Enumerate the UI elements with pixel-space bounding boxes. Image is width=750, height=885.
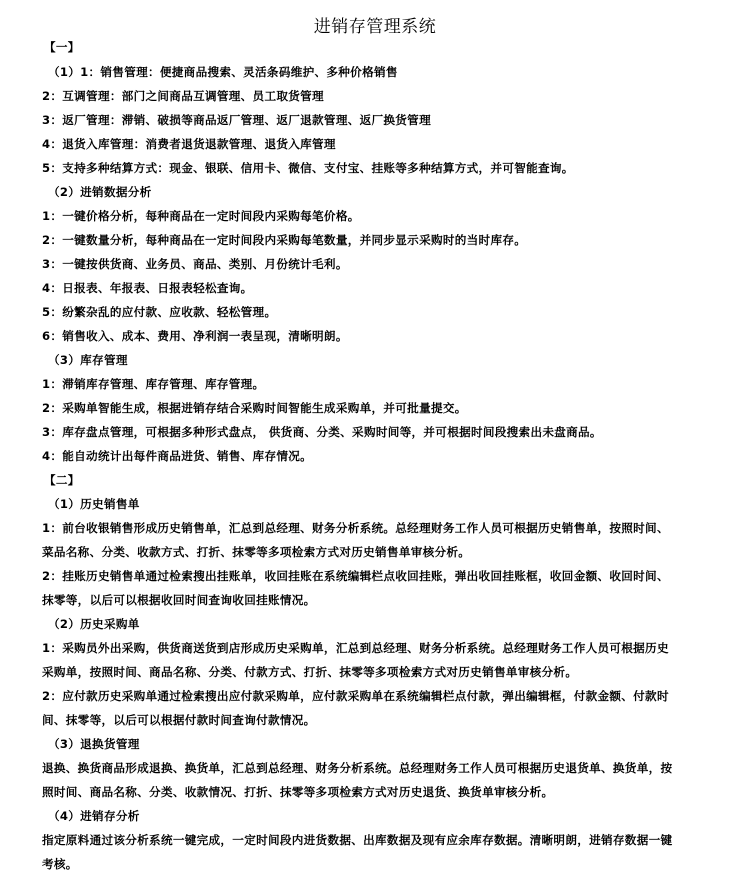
paragraph-line: 4：退货入库管理：消费者退货退款管理、退货入库管理 — [42, 137, 336, 151]
subsection-heading: （1）1：销售管理：便捷商品搜索、灵活条码维护、多种价格销售 — [48, 65, 398, 79]
paragraph-line: 2：挂账历史销售单通过检索搜出挂账单，收回挂账在系统编辑栏点收回挂账，弹出收回挂账框，收回金额、收回时间、 — [42, 569, 669, 583]
paragraph-line: 3：一键按供货商、业务员、商品、类别、月份统计毛利。 — [42, 257, 348, 271]
subsection-heading: （2）历史采购单 — [48, 617, 140, 631]
paragraph-line: 间、抹零等，以后可以根据付款时间查询付款情况。 — [42, 713, 316, 727]
paragraph-line: 1：采购员外出采购，供货商送货到店形成历史采购单，汇总到总经理、财务分析系统。总经理财务工作人员可根据历史 — [42, 641, 669, 655]
paragraph-line: 1：一键价格分析，每种商品在一定时间段内采购每笔价格。 — [42, 209, 360, 223]
subsection-heading: （3）库存管理 — [48, 353, 128, 367]
paragraph-line: 5：纷繁杂乱的应付款、应收款、轻松管理。 — [42, 305, 277, 319]
subsection-heading: （1）历史销售单 — [48, 497, 140, 511]
paragraph-line: 2：互调管理：部门之间商品互调管理、员工取货管理 — [42, 89, 324, 103]
subsection-heading: （2）进销数据分析 — [48, 185, 152, 199]
paragraph-line: 照时间、商品名称、分类、收款情况、打折、抹零等多项检索方式对历史退货、换货单审核分析。 — [42, 785, 554, 799]
paragraph-line: 1：滞销库存管理、库存管理、库存管理。 — [42, 377, 265, 391]
section-heading: 【一】 — [44, 40, 80, 54]
paragraph-line: 2：采购单智能生成，根据进销存结合采购时间智能生成采购单，并可批量提交。 — [42, 401, 467, 415]
section-heading: 【二】 — [44, 473, 80, 487]
paragraph-line: 抹零等，以后可以根据收回时间查询收回挂账情况。 — [42, 593, 316, 607]
paragraph-line: 4：日报表、年报表、日报表轻松查询。 — [42, 281, 253, 295]
paragraph-line: 3：返厂管理：滞销、破损等商品返厂管理、返厂退款管理、返厂换货管理 — [42, 113, 431, 127]
paragraph-line: 3：库存盘点管理，可根据多种形式盘点， 供货商、分类、采购时间等，并可根据时间段搜索出未盘商品。 — [42, 425, 602, 439]
subsection-heading: （3）退换货管理 — [48, 737, 140, 751]
paragraph-line: 5：支持多种结算方式：现金、银联、信用卡、微信、支付宝、挂账等多种结算方式，并可智能查询。 — [42, 161, 574, 175]
page-title: 进销存管理系统 — [313, 17, 437, 37]
paragraph-line: 6：销售收入、成本、费用、净利润一表呈现，清晰明朗。 — [42, 329, 348, 343]
subsection-heading: （4）进销存分析 — [48, 809, 140, 823]
paragraph-line: 考核。 — [42, 857, 78, 871]
paragraph-line: 采购单，按照时间、商品名称、分类、付款方式、打折、抹零等多项检索方式对历史销售单审核分析。 — [42, 665, 578, 679]
paragraph-line: 1：前台收银销售形成历史销售单，汇总到总经理、财务分析系统。总经理财务工作人员可根据历史销售单，按照时间、 — [42, 521, 669, 535]
paragraph-line: 菜品名称、分类、收款方式、打折、抹零等多项检索方式对历史销售单审核分析。 — [42, 545, 471, 559]
paragraph-line: 指定原料通过该分析系统一键完成，一定时间段内进货数据、出库数据及现有应余库存数据。清晰明朗，进销存数据一键 — [42, 833, 673, 847]
paragraph-line: 2：应付款历史采购单通过检索搜出应付款采购单，应付款采购单在系统编辑栏点付款，弹出编辑框，付款金额、付款时 — [42, 689, 669, 703]
paragraph-line: 退换、换货商品形成退换、换货单，汇总到总经理、财务分析系统。总经理财务工作人员可根据历史退货单、换货单，按 — [42, 761, 673, 775]
paragraph-line: 4：能自动统计出每件商品进货、销售、库存情况。 — [42, 449, 313, 463]
paragraph-line: 2：一键数量分析，每种商品在一定时间段内采购每笔数量，并同步显示采购时的当时库存。 — [42, 233, 527, 247]
